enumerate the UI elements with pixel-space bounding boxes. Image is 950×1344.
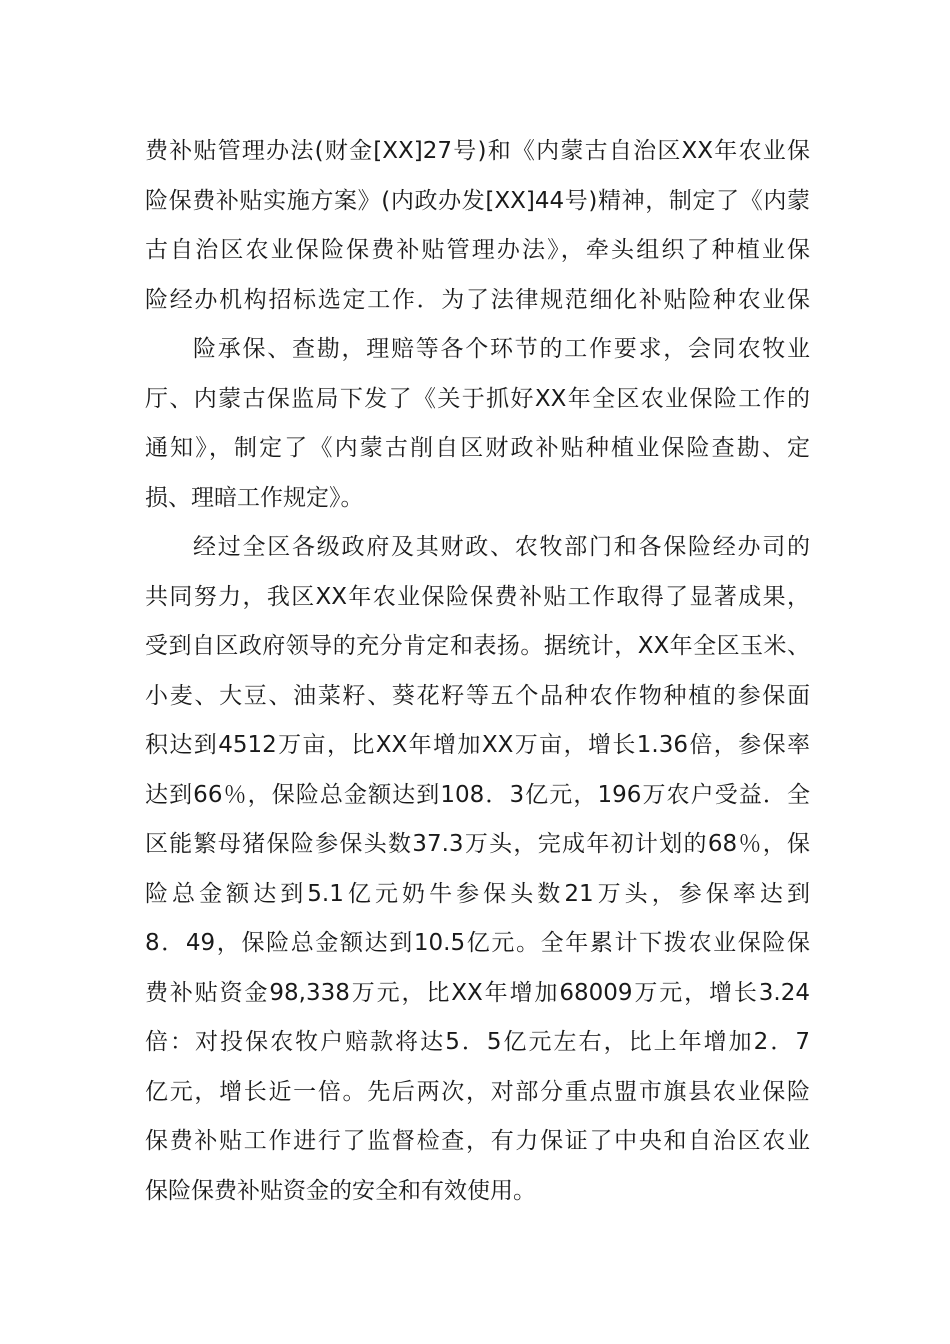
paragraph-3-line-11: 倍：对投保农牧户赔款将达5．5亿元左右，比上年增加2．7	[145, 1029, 810, 1055]
paragraph-3-line-14: 保险保费补贴资金的安全和有效使用。	[145, 1177, 536, 1204]
paragraph-1-line-3: 古自治区农业保险保费补贴管理办法》，牵头组织了种植业保	[145, 237, 810, 263]
paragraph-3-line-4: 小麦、大豆、油菜籽、葵花籽等五个品种农作物种植的参保面	[145, 682, 810, 709]
paragraph-3-line-2: 共同努力，我区XX年农业保险保费补贴工作取得了显著成果，	[145, 583, 810, 610]
paragraph-3-line-10: 费补贴资金98,338万元，比XX年增加68009万元，增长3.24	[145, 979, 810, 1006]
paragraph-3-line-8: 险总金额达到5.1亿元奶牛参保头数21万头，参保率达到	[145, 880, 810, 907]
paragraph-3-line-1: 经过全区各级政府及其财政、农牧部门和各保险经办司的	[193, 534, 810, 560]
paragraph-2-line-3: 通知》，制定了《内蒙古削自区财政补贴种植业保险查勘、定	[145, 435, 810, 461]
paragraph-3-line-6: 达到66％，保险总金额达到108．3亿元，196万农户受益．全	[145, 781, 810, 808]
paragraph-3-line-9: 8．49，保险总金额达到10.5亿元。全年累计下拨农业保险保	[145, 930, 810, 956]
paragraph-2-line-1: 险承保、查勘，理赔等各个环节的工作要求，会同农牧业	[193, 336, 810, 362]
paragraph-2-line-2: 厅、内蒙古保监局下发了《关于抓好XX年全区农业保险工作的	[145, 385, 810, 412]
document-body	[145, 127, 810, 1216]
paragraph-1-line-1: 费补贴管理办法(财金[XX]27号)和《内蒙古自治区XX年农业保	[145, 138, 810, 164]
paragraph-3-line-12: 亿元，增长近一倍。先后两次，对部分重点盟市旗县农业保险	[145, 1078, 810, 1105]
paragraph-2-line-4: 损、理暗工作规定》。	[145, 484, 364, 511]
paragraph-3-line-13: 保费补贴工作进行了监督检查，有力保证了中央和自治区农业	[145, 1128, 810, 1154]
paragraph-1-line-4: 险经办机构招标选定工作．为了法律规范细化补贴险种农业保	[145, 286, 810, 313]
paragraph-1-line-2: 险保费补贴实施方案》(内政办发[XX]44号)精神，制定了《内蒙	[145, 187, 810, 214]
paragraph-3-line-7: 区能繁母猪保险参保头数37.3万头，完成年初计划的68％，保	[145, 831, 810, 857]
paragraph-3-line-3: 受到自区政府领导的充分肯定和表扬。据统计，XX年全区玉米、	[145, 633, 810, 659]
paragraph-3-line-5: 积达到4512万亩，比XX年增加XX万亩，增长1.36倍，参保率	[145, 732, 810, 758]
